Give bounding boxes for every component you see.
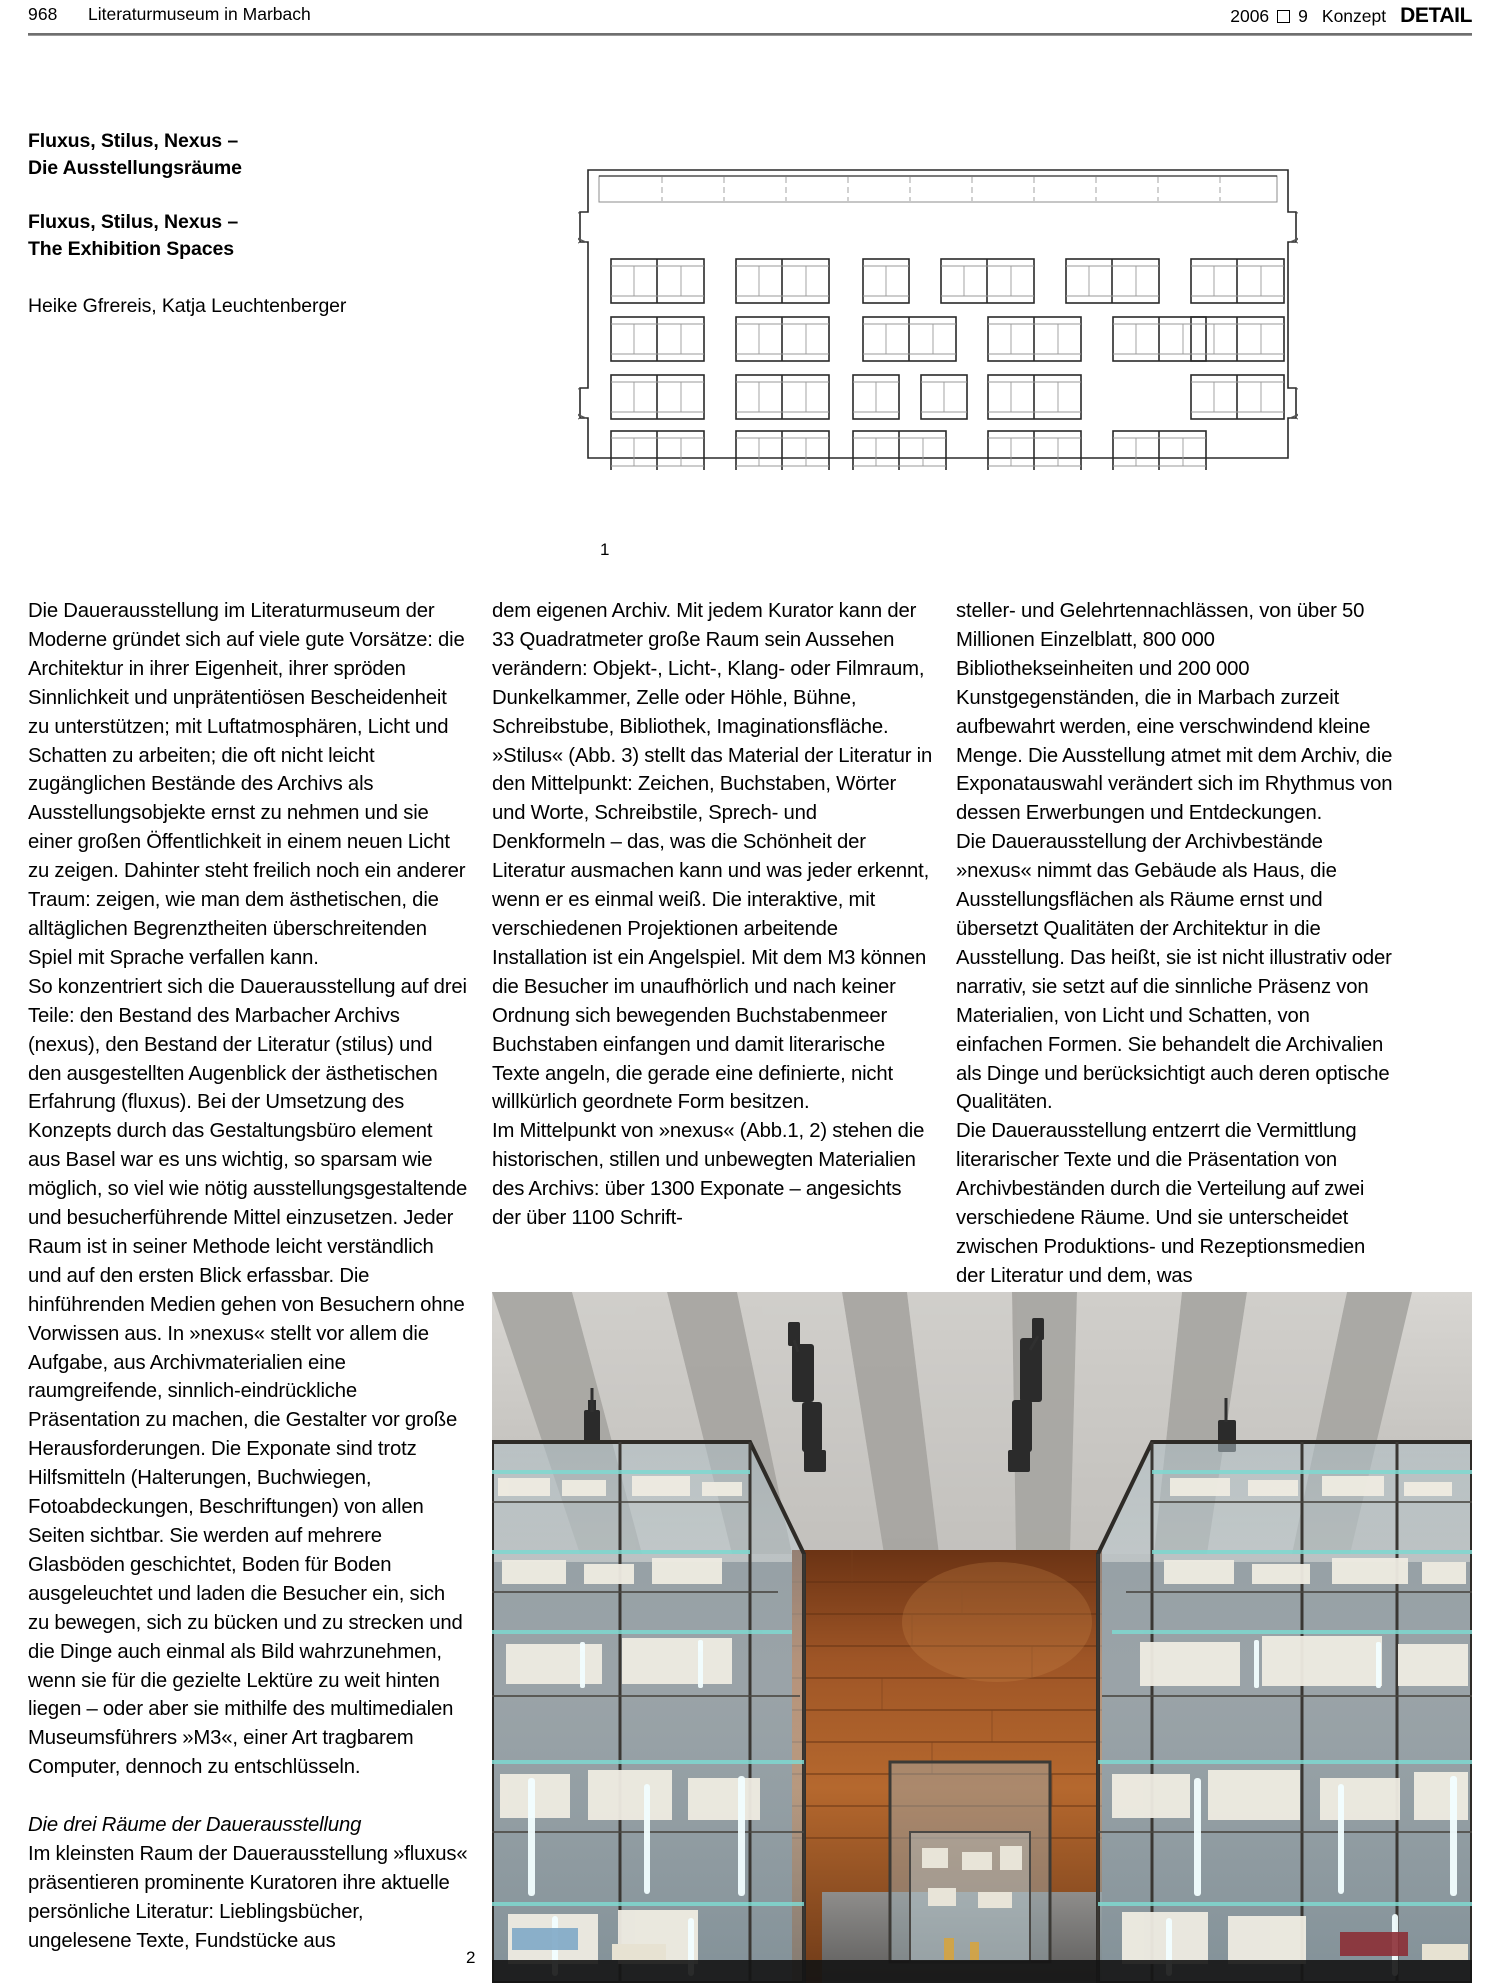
issue-number: 9	[1298, 5, 1308, 26]
body-column-3	[956, 597, 1397, 1291]
article-title-english	[28, 209, 448, 263]
section-label: Konzept	[1321, 5, 1387, 26]
paragraph: Die Dauerausstellung im Literaturmuseum der Moderne gründet sich auf viele gute Vorsätze: die Architektur in ihrer Eigenheit, ihrer spröden Sinnlichkeit und unprätentiösen Bescheidenheit zu unterstützen; mit Luftatmosphären, Licht und Schatten zu arbeiten; die oft nicht leicht zugänglichen Bestände des Archivs als Ausstellungsobjekte ernst zu nehmen und sie einer großen Öffentlichkeit in einem neuen Licht zu zeigen. Dahinter steht freilich noch ein anderer Traum: zeigen, wie man dem ästhetischen, die alltäglichen Begrenztheiten überschreitenden Spiel mit Sprache verfallen kann.	[28, 600, 466, 969]
paragraph: dem eigenen Archiv. Mit jedem Kurator kann der 33 Quadratmeter große Raum sein Aussehen verändern: Objekt-, Licht-, Klang- oder Filmraum, Dunkelkammer, Zelle oder Höhle, Bühne, Schreibstube, Bibliothek, Imaginationsfläche.	[492, 600, 925, 738]
vitrine-group	[611, 259, 1284, 470]
subsection-heading: Die drei Räume der Dauerausstellung	[28, 1814, 362, 1837]
brand-logo: DETAIL	[1400, 4, 1472, 27]
paragraph: Im kleinsten Raum der Dauerausstellung »fluxus« präsentieren prominente Kuratoren ihre aktuelle persönliche Literatur: Lieblingsbücher, ungelesene Texte, Fundstücke aus	[28, 1842, 468, 1952]
figure-number-1: 1	[600, 540, 610, 559]
body-column-2	[492, 597, 933, 1233]
paragraph: Die Dauerausstellung der Archivbestände »nexus« nimmt das Gebäude als Haus, die Ausstellungsflächen als Räume ernst und übersetzt Qualitäten der Architektur in die Ausstellung. Das heißt, sie ist nicht illustrativ oder narrativ, sie setzt auf die sinnliche Präsenz von Materialien, von Licht und Schatten, von einfachen Formen. Sie behandelt die Archivalien als Dinge und berücksichtigt auch deren optische Qualitäten.	[956, 831, 1392, 1114]
article-title-german	[28, 128, 448, 182]
floor-plan-figure	[578, 160, 1298, 470]
interior-photograph	[492, 1292, 1472, 1983]
title-de-line-2: Die Ausstellungsräume	[28, 157, 242, 179]
paragraph: Die Dauerausstellung entzerrt die Vermittlung literarischer Texte und die Präsentation von Archivbeständen durch die Verteilung auf zwei verschiedene Räume. Und sie unterscheidet zwischen Produktions- und Rezeptionsmedien der Literatur und dem, was	[956, 1120, 1366, 1287]
issue-info	[1230, 6, 1308, 27]
title-de-line-1: Fluxus, Stilus, Nexus –	[28, 130, 239, 152]
photo-illustration	[492, 1292, 1472, 1983]
square-icon	[1277, 10, 1290, 23]
title-en-line-1: Fluxus, Stilus, Nexus –	[28, 211, 239, 233]
header-right-group	[1230, 0, 1472, 28]
paragraph: So konzentriert sich die Dauerausstellung auf drei Teile: den Bestand des Marbacher Archivs (nexus), den Bestand der Literatur (stilus) und den ausgestellten Augenblick der ästhetischen Erfahrung (fluxus). Bei der Umsetzung des Konzepts durch das Gestaltungsbüro element aus Basel war es uns wichtig, so sparsam wie möglich, so viel wie nötig ausstellungsgestaltende und besucherführende Mittel einzusetzen. Jeder Raum ist in seiner Methode leicht verständlich und auf den ersten Blick erfassbar. Die hinführenden Medien gehen von Besuchern ohne Vorwissen aus. In »nexus« stellt vor allem die Aufgabe, aus Archivmaterialien eine raumgreifende, sinnlich-eindrückliche Präsentation zu machen, die Gestalter vor große Herausforderungen. Die Exponate sind trotz Hilfsmitteln (Halterungen, Buchwiegen, Fotoabdeckungen, Beschriftungen) von allen Seiten sichtbar. Sie werden auf mehrere Glasböden geschichtet, Boden für Boden ausgeleuchtet und laden die Besucher ein, sich zu bewegen, sich zu bücken und zu strecken und die Dinge auch einmal als Bild wahrzunehmen, wenn sie für die gezielte Lektüre zu weit hinten liegen – oder aber sie mithilfe des multimedialen Museumsführers »M3«, einer Art tragbarem Computer, dennoch zu entschlüsseln.	[28, 975, 468, 1779]
floor-plan-drawing	[578, 160, 1298, 470]
title-en-line-2: The Exhibition Spaces	[28, 238, 234, 260]
figure-number-2: 2	[466, 1948, 476, 1967]
body-column-1	[28, 597, 469, 1956]
paragraph: »Stilus« (Abb. 3) stellt das Material der Literatur in den Mittelpunkt: Zeichen, Buchstaben, Wörter und Worte, Schreibstile, Sprech- und Denkformeln – das, was die Schönheit der Literatur ausmachen kann und was jeder erkennt, wenn er es einmal weiß. Die interaktive, mit verschiedenen Projektionen arbeitende Installation ist ein Angelspiel. Mit dem M3 können die Besucher im unaufhörlich und nach keiner Ordnung sich bewegenden Buchstabenmeer Buchstaben einfangen und damit literarische Texte angeln, die gerade eine definierte, nicht willkürlich geordnete Form besitzen.	[492, 744, 933, 1114]
page-number: 968	[28, 4, 58, 24]
article-byline: Heike Gfrereis, Katja Leuchtenberger	[28, 295, 347, 317]
paragraph: Im Mittelpunkt von »nexus« (Abb.1, 2) stehen die historischen, stillen und unbewegten Materialien des Archivs: über 1300 Exponate – angesichts der über 1100 Schrift-	[492, 1120, 925, 1230]
running-title: Literaturmuseum in Marbach	[88, 4, 311, 24]
header-rule-dark	[28, 33, 1472, 35]
paragraph: steller- und Gelehrtennachlässen, von über 50 Millionen Einzelblatt, 800 000 Bibliothekseinheiten und 200 000 Kunstgegenständen, die in Marbach zurzeit aufbewahrt werden, eine verschwindend kleine Menge. Die Ausstellung atmet mit dem Archiv, die Exponatauswahl verändert sich im Rhythmus von dessen Erwerbungen und Entdeckungen.	[956, 600, 1393, 825]
issue-year: 2006	[1230, 5, 1270, 26]
article-title-block	[28, 128, 448, 320]
